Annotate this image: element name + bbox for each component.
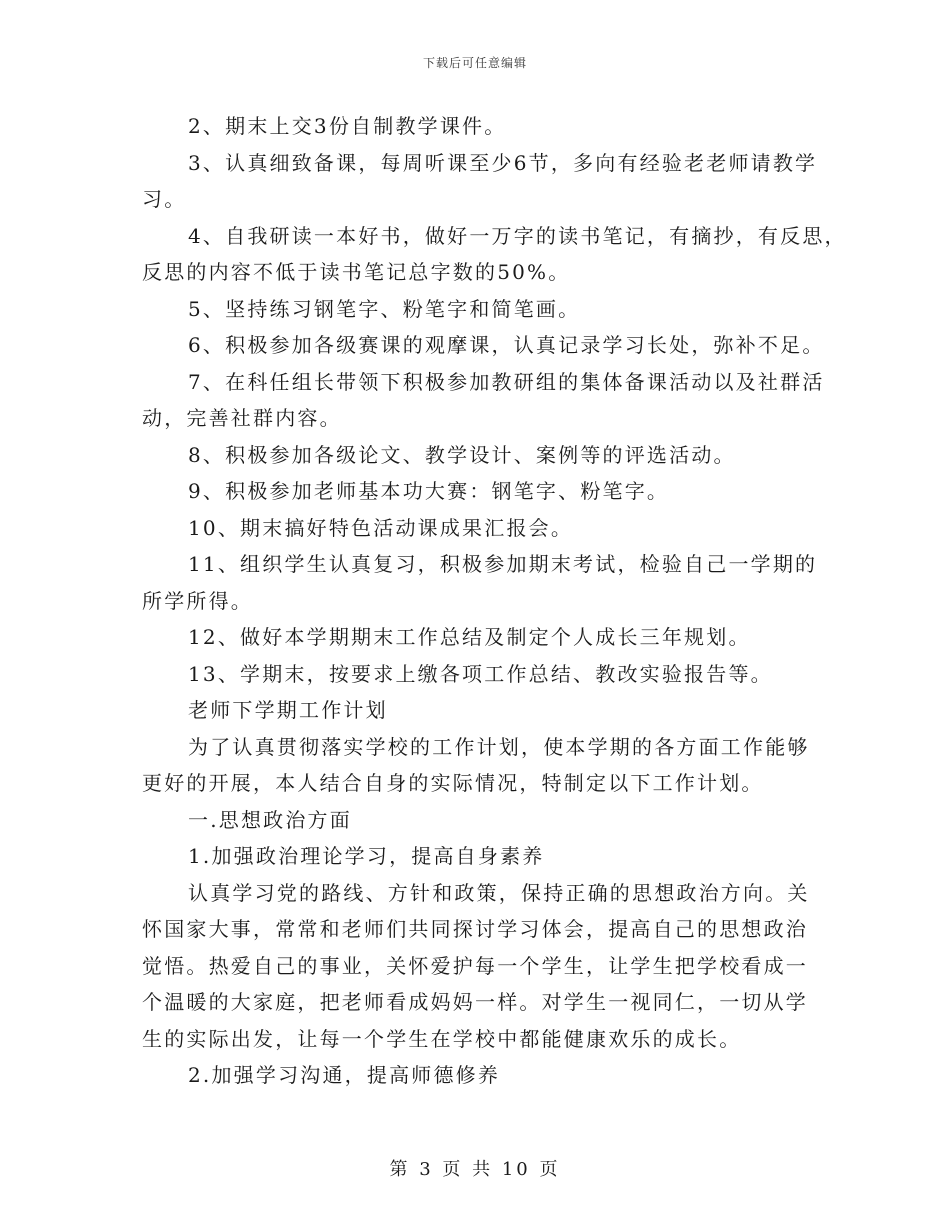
text-line: 4、自我研读一本好书，做好一万字的读书笔记，有摘抄，有反思， — [188, 223, 847, 248]
text-line: 个温暖的大家庭，把老师看成妈妈一样。对学生一视同仁，一切从学 — [142, 990, 808, 1014]
text-line: 反思的内容不低于读书笔记总字数的50%。 — [142, 260, 571, 284]
text-line: 9、积极参加老师基本功大赛：钢笔字、粉笔字。 — [188, 479, 670, 503]
text-line: 为了认真贯彻落实学校的工作计划，使本学期的各方面工作能够 — [188, 734, 810, 759]
text-line: 2.加强学习沟通，提高师德修养 — [188, 1063, 501, 1087]
text-line: 3、认真细致备课，每周听课至少6节，多向有经验老老师请教学 — [188, 150, 818, 175]
text-line: 所学所得。 — [142, 588, 253, 613]
text-line: 12、做好本学期期末工作总结及制定个人成长三年规划。 — [188, 625, 751, 649]
page-footer-number: 第 3 页 共 10 页 — [389, 1159, 561, 1180]
text-line: 2、期末上交3份自制教学课件。 — [188, 114, 507, 138]
page-header-note: 下载后可任意编辑 — [422, 56, 527, 70]
text-line: 7、在科任组长带领下积极参加教研组的集体备课活动以及社群活 — [188, 369, 825, 394]
text-line: 5、坚持练习钢笔字、粉笔字和简笔画。 — [188, 296, 581, 321]
text-line: 6、积极参加各级赛课的观摩课，认真记录学习长处，弥补不足。 — [188, 333, 825, 357]
text-line: 觉悟。热爱自己的事业，关怀爱护每一个学生，让学生把学校看成一 — [142, 953, 808, 978]
text-line: 1.加强政治理论学习，提高自身素养 — [188, 844, 545, 868]
text-line: 一.思想政治方面 — [188, 807, 352, 832]
text-line: 13、学期末，按要求上缴各项工作总结、教改实验报告等。 — [188, 661, 773, 686]
document-body — [142, 108, 847, 1094]
text-line: 动，完善社群内容。 — [142, 406, 342, 430]
text-line: 更好的开展，本人结合自身的实际情况，特制定以下工作计划。 — [142, 771, 764, 795]
text-line: 怀国家大事，常常和老师们共同探讨学习体会，提高自己的思想政治 — [142, 917, 808, 941]
text-line: 老师下学期工作计划 — [188, 698, 388, 722]
text-line: 10、期末搞好特色活动课成果汇报会。 — [188, 515, 574, 540]
text-line: 11、组织学生认真复习，积极参加期末考试，检验自己一学期的 — [188, 552, 818, 576]
text-line: 习。 — [142, 187, 187, 211]
text-line: 8、积极参加各级论文、教学设计、案例等的评选活动。 — [188, 442, 736, 467]
text-line: 认真学习党的路线、方针和政策，保持正确的思想政治方向。关 — [188, 880, 810, 905]
text-line: 生的实际出发，让每一个学生在学校中都能健康欢乐的成长。 — [142, 1026, 742, 1051]
